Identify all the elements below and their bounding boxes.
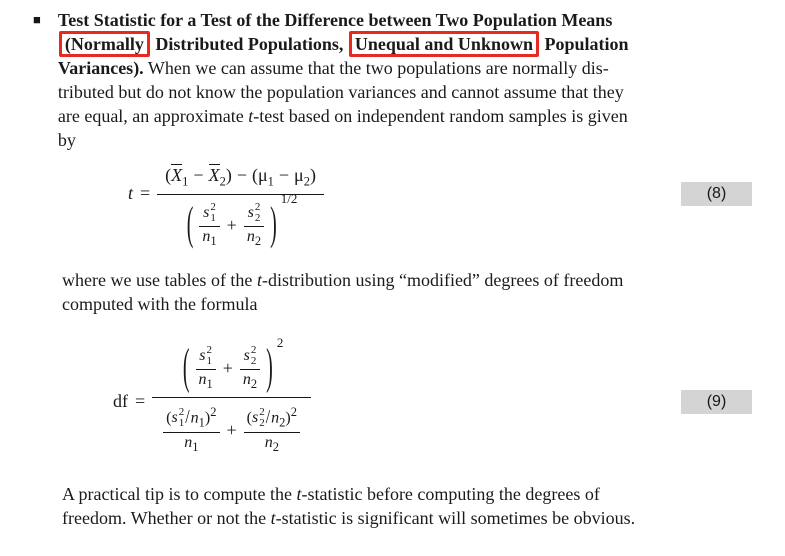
frac-num	[196, 344, 215, 369]
intro-paragraph	[58, 8, 629, 152]
p3-line-2-pre: freedom. Whether or not the	[62, 507, 271, 528]
big-paren: )	[266, 339, 273, 395]
paren: (	[166, 409, 172, 427]
body-line-5-post: -test based on independent random samples is given	[253, 106, 628, 126]
p3-line-1	[62, 482, 785, 506]
italic-t: t	[296, 483, 302, 504]
title-line-1: Test Statistic for a Test of the Difference between Two Population Means	[57, 10, 613, 30]
square-bullet-icon: ■	[33, 12, 41, 27]
red-annotation-box-2	[349, 31, 539, 57]
sub: 1	[206, 377, 213, 392]
bullet-list-item	[33, 8, 785, 152]
p3-line-1-pre: A practical tip is to compute the	[62, 483, 297, 504]
sub: 1	[206, 355, 212, 368]
eq9-lhs	[113, 389, 152, 413]
sub: 2	[254, 233, 262, 248]
eq8-frac-s1n1	[199, 201, 219, 250]
sup: 2	[254, 200, 261, 213]
eq9-den-frac-2	[244, 404, 300, 456]
eq8-main-fraction	[157, 162, 324, 252]
eq8-number-badge: (8)	[681, 182, 752, 206]
xbar2: X	[208, 165, 220, 185]
italic-t: t	[248, 106, 254, 126]
var-n: n	[198, 370, 207, 388]
paren: )	[309, 165, 316, 185]
plus-sign: +	[222, 358, 233, 379]
paragraph-3	[62, 482, 785, 530]
plus-sign: +	[226, 419, 237, 440]
sub: 2	[279, 415, 286, 430]
frac-num	[241, 344, 260, 369]
minus: −	[278, 165, 290, 185]
slash: /	[185, 407, 190, 429]
sub: 2	[250, 355, 257, 368]
sub: 1	[210, 212, 216, 225]
equation-8	[0, 162, 785, 252]
sup: 2	[259, 405, 265, 418]
xbar1: X	[171, 165, 183, 185]
title-tail-bold: Variances).	[57, 58, 144, 78]
frac-den	[199, 227, 219, 250]
paren: )	[225, 165, 232, 185]
frac-den	[244, 227, 264, 250]
title-line-2-end: Population	[539, 34, 629, 54]
body-line-6: by	[57, 130, 76, 150]
body-line-5	[58, 104, 629, 128]
sub: 2	[303, 174, 310, 189]
body-line-4: tributed but do not know the population variances and cannot assume that they	[57, 82, 624, 102]
body-line-3-rest: When we can assume that the two populations are normally dis-	[143, 58, 609, 78]
sup: 2	[206, 343, 212, 356]
big-paren: )	[270, 198, 277, 250]
sup: 2	[210, 405, 217, 420]
frac-num	[244, 404, 300, 432]
big-paren: (	[182, 339, 190, 395]
boxed-text-normally: (Normally	[64, 34, 144, 54]
sub: 1	[178, 417, 185, 430]
var-s: s	[247, 204, 254, 222]
frac-den	[240, 370, 260, 393]
sub: 2	[219, 174, 226, 189]
sub: 2	[250, 377, 258, 392]
var-n: n	[242, 370, 251, 388]
frac-den	[181, 433, 201, 456]
italic-t: t	[270, 507, 276, 528]
var-n: n	[264, 433, 273, 451]
eq9-den-frac-1	[163, 404, 219, 456]
sup: 2	[178, 405, 185, 418]
p3-line-1-post: -statistic before computing the degrees of	[301, 483, 600, 504]
sub: 2	[272, 439, 279, 454]
sub: 1	[210, 233, 217, 248]
mu2: μ	[294, 165, 304, 185]
paren: (	[165, 165, 172, 185]
p2-line-1	[62, 268, 785, 292]
var-n: n	[271, 409, 280, 427]
frac-num	[200, 201, 219, 226]
minus: −	[236, 165, 247, 185]
sup: 2	[290, 405, 297, 420]
paragraph-2	[62, 268, 785, 316]
title-line-2	[58, 32, 629, 56]
eq9-numerator-exponent: 2	[276, 334, 284, 350]
eq8-lhs	[128, 181, 157, 205]
p2-line-1-pre: where we use tables of the	[62, 269, 257, 290]
eq8-denominator	[176, 191, 306, 252]
sub: 1	[182, 174, 189, 189]
var-s: s	[171, 409, 178, 427]
var-s: s	[203, 204, 210, 222]
sub: 1	[267, 174, 274, 189]
slash: /	[265, 407, 271, 429]
boxed-text-unequal-unknown: Unequal and Unknown	[354, 34, 533, 54]
eq9-main-fraction	[152, 334, 311, 458]
sub: 1	[198, 415, 205, 430]
eq8-numerator	[157, 162, 324, 194]
eq9-numerator	[172, 334, 292, 397]
sup: 2	[250, 343, 257, 356]
body-line-3	[58, 56, 629, 80]
var-s: s	[251, 409, 259, 427]
paren: )	[285, 409, 291, 427]
title-line-2-middle: Distributed Populations,	[150, 34, 348, 54]
eq8-equals-sign: =	[140, 183, 151, 203]
eq9-frac-s2n2	[240, 344, 260, 393]
paren: (	[246, 409, 252, 427]
frac-num	[245, 201, 264, 226]
red-annotation-box-1	[59, 31, 150, 57]
big-paren: (	[186, 198, 194, 250]
sub: 1	[192, 439, 199, 454]
eq9-denominator	[152, 398, 311, 458]
eq8-variable-t: t	[128, 183, 134, 203]
frac-num	[163, 404, 219, 432]
sub: 2	[254, 212, 261, 225]
sup: 2	[210, 200, 216, 213]
body-line-5-pre: are equal, an approximate	[57, 106, 249, 126]
var-n: n	[246, 227, 255, 245]
var-s: s	[199, 347, 206, 365]
eq9-number-badge: (9)	[681, 390, 752, 414]
p3-line-2-post: -statistic is significant will sometimes be obvious.	[275, 507, 636, 528]
p2-line-2: computed with the formula	[62, 293, 258, 314]
p3-line-2	[62, 506, 785, 530]
frac-den	[196, 370, 216, 393]
p2-line-1-post: -distribution using “modified” degrees of freedom	[261, 269, 624, 290]
plus-sign: +	[226, 214, 237, 235]
italic-t: t	[256, 269, 262, 290]
var-n: n	[190, 409, 199, 427]
var-s: s	[243, 347, 250, 365]
paren: (	[251, 165, 258, 185]
mu1: μ	[257, 165, 268, 185]
eq9-df-label: df	[113, 390, 128, 411]
var-n: n	[202, 227, 211, 245]
sub: 2	[259, 417, 265, 430]
equation-9	[0, 334, 785, 458]
var-n: n	[184, 433, 193, 451]
eq8-frac-s2n2	[244, 201, 264, 250]
minus: −	[193, 165, 204, 185]
eq8-exponent-half: 1/2	[280, 191, 298, 207]
frac-den	[262, 433, 282, 456]
eq9-equals-sign: =	[135, 390, 146, 411]
paren: )	[204, 409, 211, 427]
eq9-frac-s1n1	[196, 344, 216, 393]
